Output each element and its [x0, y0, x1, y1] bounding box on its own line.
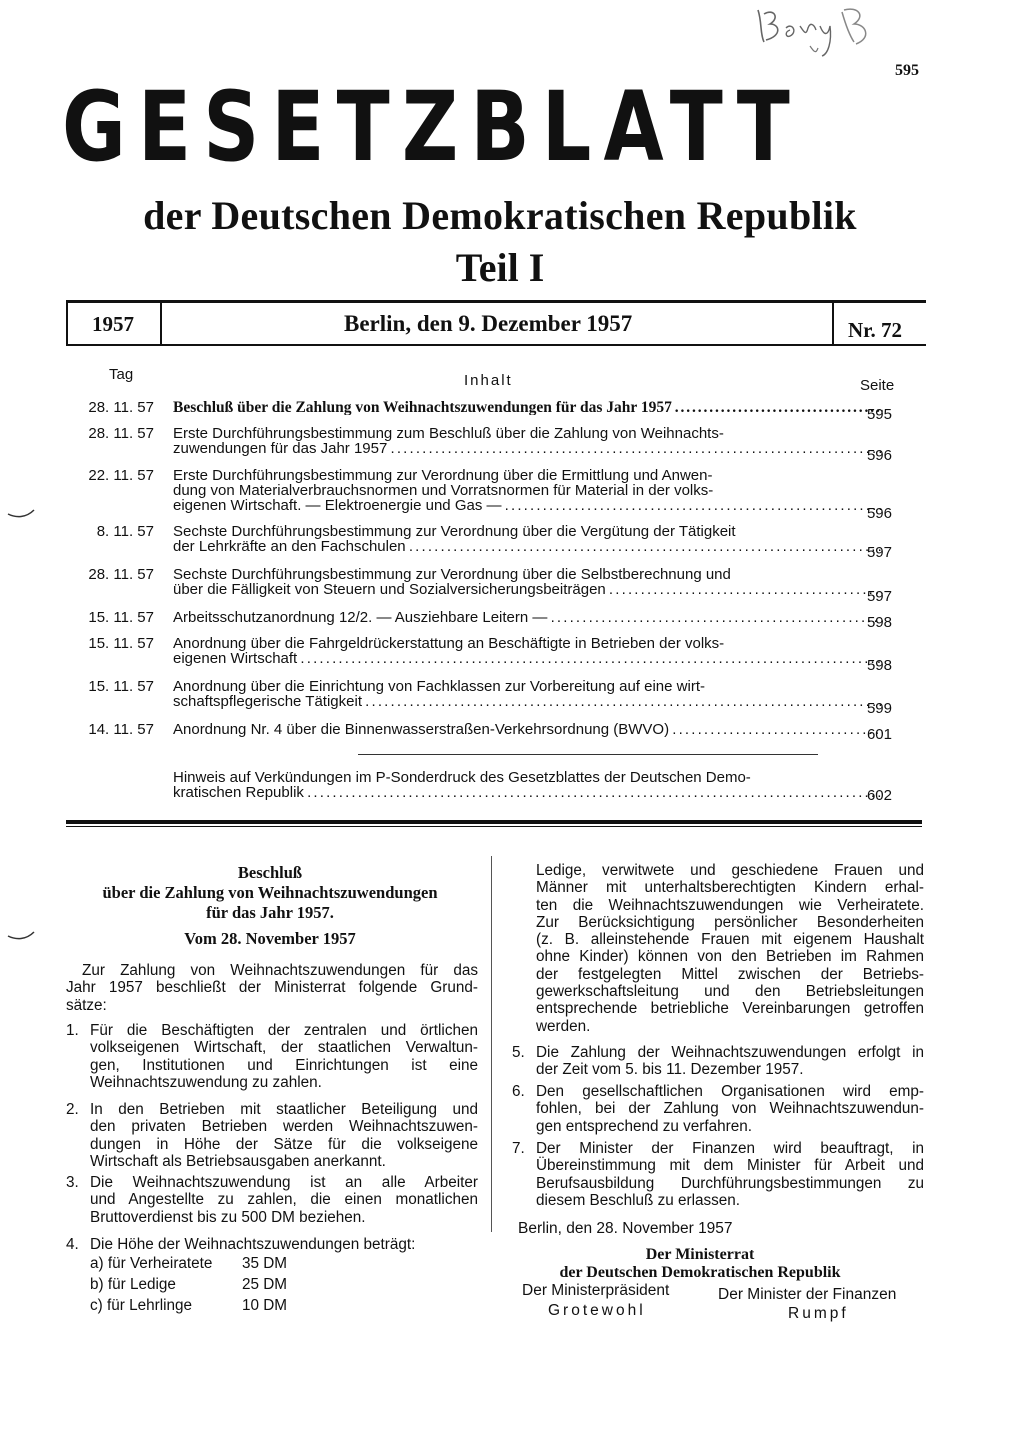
- issue-date: Berlin, den 9. Dezember 1957: [344, 311, 633, 336]
- toc-entry-line: der Lehrkräfte an den Fachschulen . . .: [173, 539, 883, 554]
- text-line: ten die Weihnachtszuwendungen wie Verheiratete.: [536, 896, 924, 914]
- signer-title: Der Minister der Finanzen: [718, 1286, 897, 1303]
- masthead-part: Teil I: [455, 245, 545, 290]
- text-line: gen, Institutionen und Einrichtungen ist eine: [90, 1056, 478, 1074]
- item-text: [90, 1174, 478, 1226]
- text-line: volkseigenen Wirtschaft, der staatlichen Verwaltun-: [90, 1039, 478, 1057]
- item4-continuation: [536, 862, 924, 1035]
- text-line: werden.: [536, 1017, 591, 1035]
- signing-place-date: Berlin, den 28. November 1957: [518, 1220, 733, 1237]
- text-line: Jahr 1957 beschließt der Ministerrat folgende Grund-: [66, 979, 478, 997]
- decision-date: Vom 28. November 1957: [184, 929, 356, 948]
- section-rule: [66, 820, 922, 824]
- header-rule-top: [66, 300, 926, 303]
- masthead-title: GESETZBLATT: [62, 71, 802, 183]
- text-line: In den Betrieben mit staatlicher Beteiligung und: [90, 1101, 478, 1118]
- toc-entry-line: Anordnung Nr. 4 über die Binnenwasserstraßen-Verkehrsordnung (BWVO) . . .: [173, 722, 883, 737]
- item-number: 2.: [66, 1101, 79, 1118]
- rate-label: a) für Verheiratete: [90, 1255, 213, 1272]
- item-number: 4.: [66, 1236, 79, 1253]
- header-rule-bottom: [66, 344, 926, 346]
- handwritten-annotation: [750, 2, 880, 60]
- toc-entry-line: Arbeitsschutzanordnung 12/2. — Ausziehbare Leitern — . . .: [173, 610, 883, 625]
- text-line: (z. B. alleinstehende Frauen mit eigenem Haushalt: [536, 931, 924, 949]
- signing-authority: der Deutschen Demokratischen Republik: [559, 1264, 841, 1281]
- toc-entry-date: 28. 11. 57: [88, 566, 154, 583]
- text-line: Bruttoverdienst bis zu 500 DM beziehen.: [90, 1208, 366, 1226]
- toc-separator: [358, 754, 818, 755]
- toc-entry-line: dung von Materialverbrauchsnormen und Vorratsnormen für Material in der volks-: [173, 483, 714, 498]
- toc-entry-line: Hinweis auf Verkündungen im P-Sonderdruck des Gesetzblattes der Deutschen Demo-: [173, 770, 751, 785]
- text-line: Den gesellschaftlichen Organisationen wird emp-: [536, 1083, 924, 1100]
- toc-entry-date: 15. 11. 57: [88, 678, 154, 695]
- rate-label: b) für Ledige: [90, 1276, 176, 1293]
- toc-entry-title: [173, 524, 883, 554]
- text-line: Zur Zahlung von Weihnachtszuwendungen für das: [82, 962, 478, 979]
- text-line: Ledige, verwitwete und geschiedene Frauen und: [536, 862, 924, 879]
- toc-entry-page: 601: [866, 726, 892, 743]
- toc-entry-date: 15. 11. 57: [88, 635, 154, 652]
- item-text: [90, 1101, 478, 1170]
- toc-entry-line: Erste Durchführungsbestimmung zur Verordnung über die Ermittlung und Anwen-: [173, 468, 713, 483]
- rate-row: [90, 1276, 330, 1297]
- text-line: Übereinstimmung mit dem Minister für Arbeit und: [536, 1157, 924, 1175]
- item-number: 1.: [66, 1022, 79, 1039]
- rates-list: [90, 1255, 330, 1318]
- toc-entry-title: [173, 770, 883, 800]
- toc-entry-line: kratischen Republik . . .: [173, 785, 883, 800]
- text-line: diesem Beschluß zu erlassen.: [536, 1191, 741, 1209]
- text-line: Zur Berücksichtigung persönlicher Besonderheiten: [536, 913, 924, 931]
- toc-entry-page: 602: [866, 787, 892, 804]
- toc-entry-title: [173, 468, 883, 513]
- toc-entry-page: 596: [866, 505, 892, 522]
- toc-entry-line: über die Fälligkeit von Steuern und Sozialversicherungsbeiträgen . . .: [173, 582, 883, 597]
- text-line: Männer mit unterhaltsberechtigten Kindern erhal-: [536, 879, 924, 897]
- text-line: dungen in Höhe der Sätze für die volkseigene: [90, 1135, 478, 1153]
- text-line: gewerkschaftsleitung und den Betriebsleitungen: [536, 983, 924, 1001]
- rate-row: [90, 1255, 330, 1276]
- toc-entry-date: 28. 11. 57: [88, 399, 154, 416]
- toc-entry-title: [173, 610, 883, 625]
- item-number: 5.: [512, 1044, 525, 1061]
- toc-entry-page: 598: [866, 614, 892, 631]
- toc-entry-title: [173, 400, 883, 415]
- item-text: [536, 1140, 924, 1209]
- toc-entry-line: Anordnung über die Fahrgeldrückerstattung an Beschäftigte in Betrieben der volks-: [173, 636, 725, 651]
- decision-item: [512, 1083, 924, 1137]
- margin-mark-icon: [6, 928, 36, 942]
- item-number: 6.: [512, 1083, 525, 1100]
- decision-item: [66, 1101, 478, 1173]
- text-line: der Zeit vom 5. bis 11. Dezember 1957.: [536, 1061, 804, 1079]
- toc-entry-line: eigenen Wirtschaft . . .: [173, 651, 883, 666]
- header-divider: [832, 303, 834, 345]
- toc-entry-line: Erste Durchführungsbestimmung zum Beschluß über die Zahlung von Weihnachts-: [173, 426, 724, 441]
- toc-entry-date: 22. 11. 57: [88, 467, 154, 484]
- text-line: Die Weihnachtszuwendung ist an alle Arbeiter: [90, 1174, 478, 1191]
- decision-item: [66, 1174, 478, 1228]
- rate-amount: 35 DM: [242, 1255, 288, 1272]
- decision-heading: Beschluß: [237, 863, 303, 882]
- text-line: sätze:: [66, 996, 107, 1014]
- toc-entry-line: Anordnung über die Einrichtung von Fachklassen zur Vorbereitung auf eine wirt-: [173, 679, 705, 694]
- toc-column-day: Tag: [109, 366, 134, 383]
- text-line: Der Minister der Finanzen wird beauftragt, in: [536, 1140, 924, 1157]
- toc-entry-page: 595: [866, 406, 892, 423]
- text-line: ohne Kinder) können von den Betrieben im Rahmen: [536, 948, 924, 966]
- item-text: [536, 1083, 924, 1135]
- masthead-subtitle: der Deutschen Demokratischen Republik: [143, 193, 857, 238]
- toc-entry-line: zuwendungen für das Jahr 1957 . . .: [173, 441, 883, 456]
- toc-entry-line: Sechste Durchführungsbestimmung zur Verordnung über die Vergütung der Tätigkeit: [173, 524, 736, 539]
- text-line: Die Höhe der Weihnachtszuwendungen beträgt:: [90, 1236, 416, 1253]
- toc-entry-page: 596: [866, 447, 892, 464]
- item-text: [90, 1022, 478, 1091]
- toc-entry-date: 28. 11. 57: [88, 425, 154, 442]
- toc-entry-title: [173, 679, 883, 709]
- signer-name: Grotewohl: [548, 1302, 646, 1319]
- margin-mark-icon: [6, 506, 36, 520]
- text-line: entsprechende betriebliche Vereinbarungen getroffen: [536, 1000, 924, 1018]
- text-line: fohlen, bei der Zahlung von Weihnachtszuwendun-: [536, 1100, 924, 1118]
- item-text: [536, 1044, 924, 1079]
- text-line: gen entsprechend zu verfahren.: [536, 1117, 753, 1135]
- text-line: der festgelegten Mittel zwischen der Betriebs-: [536, 965, 924, 983]
- text-line: den privaten Betrieben werden Weihnachtszuwen-: [90, 1118, 478, 1136]
- toc-entry-line: Sechste Durchführungsbestimmung zur Verordnung über die Selbstberechnung und: [173, 567, 731, 582]
- rate-amount: 25 DM: [242, 1276, 288, 1293]
- decision-item: [512, 1140, 924, 1212]
- toc-entry-title: [173, 636, 883, 666]
- decision-intro: [66, 962, 478, 1014]
- signing-authority: Der Ministerrat: [645, 1246, 755, 1263]
- toc-entry-page: 597: [866, 544, 892, 561]
- section-rule: [66, 826, 922, 827]
- decision-item: [512, 1044, 924, 1080]
- toc-column-page: Seite: [860, 377, 895, 394]
- rate-amount: 10 DM: [242, 1297, 288, 1314]
- item-number: 7.: [512, 1140, 525, 1157]
- toc-entry-page: 598: [866, 657, 892, 674]
- toc-entry-title: [173, 567, 883, 597]
- signer-title: Der Ministerpräsident: [522, 1282, 670, 1299]
- rate-label: c) für Lehrlinge: [90, 1297, 193, 1314]
- toc-entry-title: [173, 722, 883, 737]
- toc-entry-date: 14. 11. 57: [88, 721, 154, 738]
- header-divider: [160, 303, 162, 345]
- page-number: 595: [895, 62, 919, 79]
- text-line: Für die Beschäftigten der zentralen und örtlichen: [90, 1022, 478, 1039]
- text-line: Berufsausbildung Durchführungsbestimmungen zu: [536, 1174, 924, 1192]
- toc-entry-line: Beschluß über die Zahlung von Weihnachtszuwendungen für das Jahr 1957 . . .: [173, 400, 883, 415]
- text-line: und Angestellte zu zahlen, die einen monatlichen: [90, 1191, 478, 1209]
- header-divider: [66, 303, 68, 345]
- decision-item: [66, 1236, 478, 1256]
- issue-number: Nr. 72: [848, 318, 903, 342]
- item-text: [90, 1236, 478, 1253]
- text-line: Die Zahlung der Weihnachtszuwendungen erfolgt in: [536, 1044, 924, 1061]
- toc-entry-page: 599: [866, 700, 892, 717]
- issue-year: 1957: [92, 312, 134, 336]
- toc-entry-line: schaftspflegerische Tätigkeit . . .: [173, 694, 883, 709]
- toc-entry-date: 8. 11. 57: [96, 523, 154, 540]
- text-line: Weihnachtszuwendung zu zahlen.: [90, 1073, 322, 1091]
- decision-title-line: für das Jahr 1957.: [206, 903, 334, 922]
- toc-entry-date: 15. 11. 57: [88, 609, 154, 626]
- item-number: 3.: [66, 1174, 79, 1191]
- decision-title-line: über die Zahlung von Weihnachtszuwendungen: [102, 883, 438, 902]
- toc-entry-line: eigenen Wirtschaft. — Elektroenergie und Gas — . . .: [173, 498, 883, 513]
- signer-name: Rumpf: [788, 1305, 849, 1322]
- rate-row: [90, 1297, 330, 1318]
- text-line: Wirtschaft als Betriebsausgaben anerkannt.: [90, 1152, 386, 1170]
- column-divider: [491, 856, 492, 1232]
- toc-entry-title: [173, 426, 883, 456]
- toc-column-content: Inhalt: [464, 372, 513, 389]
- toc-entry-page: 597: [866, 588, 892, 605]
- decision-item: [66, 1022, 478, 1094]
